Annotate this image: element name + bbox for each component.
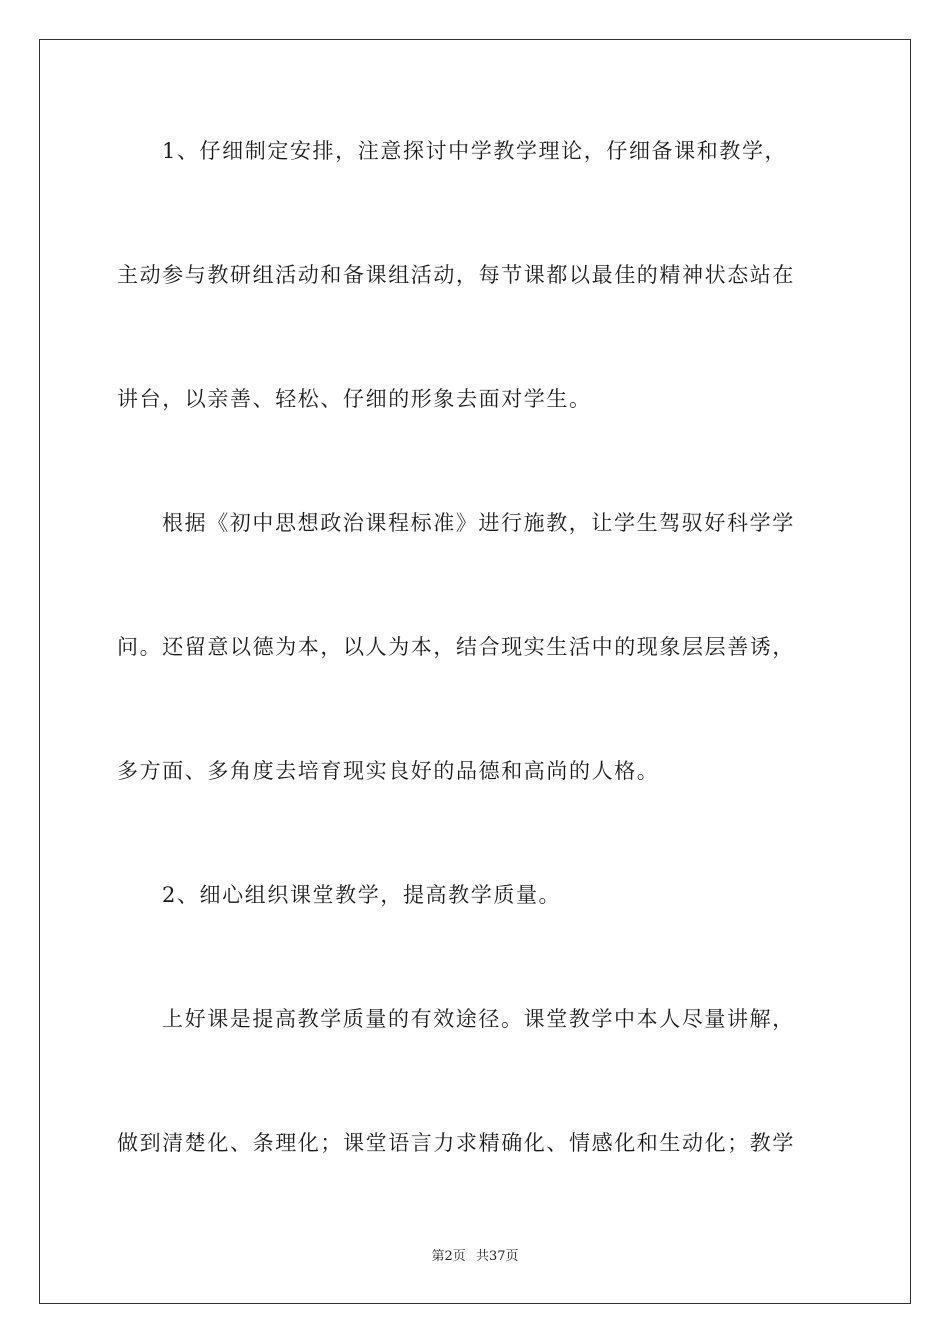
page-footer <box>0 1248 950 1266</box>
paragraph-line: 上好课是提高教学质量的有效途径。课堂教学中本人尽量讲解， <box>162 1007 795 1031</box>
page-total: 共37页 <box>475 1249 519 1264</box>
page-border <box>39 39 911 1304</box>
paragraph-line: 1、仔细制定安排，注意探讨中学教学理论，仔细备课和教学， <box>162 139 788 163</box>
page-number: 第2页 <box>431 1249 466 1264</box>
paragraph-line: 多方面、多角度去培育现实良好的品德和高尚的人格。 <box>117 759 660 783</box>
paragraph-line: 讲台，以亲善、轻松、仔细的形象去面对学生。 <box>117 387 592 411</box>
paragraph-line: 2、细心组织课堂教学，提高教学质量。 <box>162 883 562 907</box>
paragraph-line: 做到清楚化、条理化；课堂语言力求精确化、情感化和生动化；教学 <box>117 1131 795 1155</box>
paragraph-line: 根据《初中思想政治课程标准》进行施教，让学生驾驭好科学学 <box>162 511 795 535</box>
paragraph-line: 问。还留意以德为本，以人为本，结合现实生活中的现象层层善诱， <box>117 635 795 659</box>
paragraph-line: 主动参与教研组活动和备课组活动，每节课都以最佳的精神状态站在 <box>117 263 795 287</box>
